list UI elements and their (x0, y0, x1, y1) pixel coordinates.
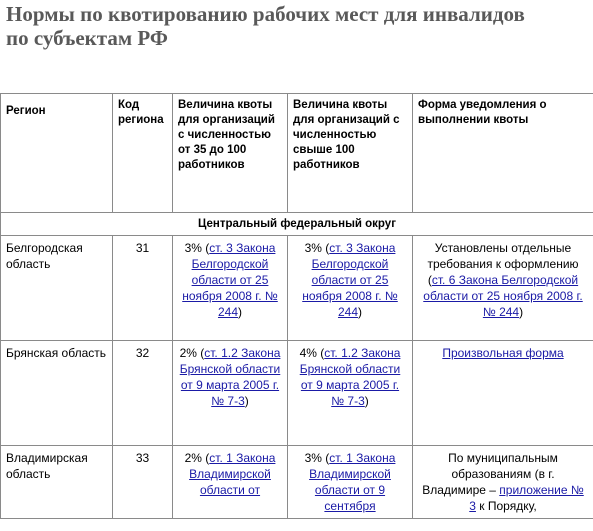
page-title (6, 2, 586, 50)
quota-value: 2% ( (179, 346, 205, 360)
region-name: Брянская область (1, 341, 113, 446)
quota-value: 3% ( (304, 241, 330, 255)
title-line-1: Нормы по квотированию рабочих мест для инвалидов (6, 2, 525, 26)
law-link[interactable]: ст. 1 Закона Владимирской области от 9 сентября (309, 451, 396, 513)
header-quota-large: Величина квоты для организаций с численностью свыше 100 работников (288, 94, 413, 213)
quota-small-cell (173, 236, 288, 341)
notification-text: По муниципальным образованиям (в г. Владимире – (422, 451, 558, 497)
region-code: 32 (113, 341, 173, 446)
notification-cell (413, 446, 593, 519)
header-quota-small: Величина квоты для организаций с численностью от 35 до 100 работников (173, 94, 288, 213)
header-notification: Форма уведомления о выполнении квоты (413, 94, 593, 213)
quota-value: 3% ( (184, 241, 210, 255)
quota-small-cell (173, 341, 288, 446)
law-link[interactable]: ст. 3 Закона Белгородской области от 25 ноября 2008 г. № 244 (302, 241, 398, 319)
notification-cell (413, 341, 593, 446)
law-link[interactable]: ст. 6 Закона Белгородской области от 25 ноября 2008 г. № 244 (423, 273, 583, 319)
law-link[interactable]: Произвольная форма (442, 346, 564, 360)
quota-value: 3% ( (304, 451, 330, 465)
paren-close: ) (358, 305, 363, 319)
law-link[interactable]: ст. 1 Закона Владимирской области от (189, 451, 276, 497)
region-name: Белгородская область (1, 236, 113, 341)
district-name: Центральный федеральный округ (1, 213, 593, 236)
law-link[interactable]: ст. 1.2 Закона Брянской области от 9 марта 2005 г. № 7-3 (179, 346, 281, 408)
table-row (1, 341, 593, 446)
notification-text: Установлены отдельные требования к оформлению ( (427, 241, 579, 287)
title-line-2: по субъектам РФ (6, 26, 168, 50)
quota-value: 4% ( (299, 346, 325, 360)
paren-close: ) (244, 394, 249, 408)
quota-small-cell (173, 446, 288, 519)
header-region: Регион (1, 94, 113, 213)
quota-large-cell (288, 446, 413, 519)
table-row (1, 446, 593, 519)
paren-close: ) (238, 305, 243, 319)
law-link[interactable]: ст. 1.2 Закона Брянской области от 9 марта 2005 г. № 7-3 (299, 346, 401, 408)
district-row (1, 213, 593, 236)
region-code: 33 (113, 446, 173, 519)
header-row (1, 94, 593, 213)
region-code: 31 (113, 236, 173, 341)
notification-cell (413, 236, 593, 341)
paren-close: ) (519, 305, 524, 319)
region-name: Владимирская область (1, 446, 113, 519)
quota-large-cell (288, 341, 413, 446)
header-code: Код региона (113, 94, 173, 213)
notification-text: к Порядку, (475, 499, 537, 513)
law-link[interactable]: приложение № 3 (469, 483, 584, 513)
law-link[interactable]: ст. 3 Закона Белгородской области от 25 ноября 2008 г. № 244 (182, 241, 278, 319)
quota-value: 2% ( (184, 451, 210, 465)
paren-close: ) (364, 394, 369, 408)
quota-large-cell (288, 236, 413, 341)
table-row (1, 236, 593, 341)
quota-table (0, 93, 593, 519)
